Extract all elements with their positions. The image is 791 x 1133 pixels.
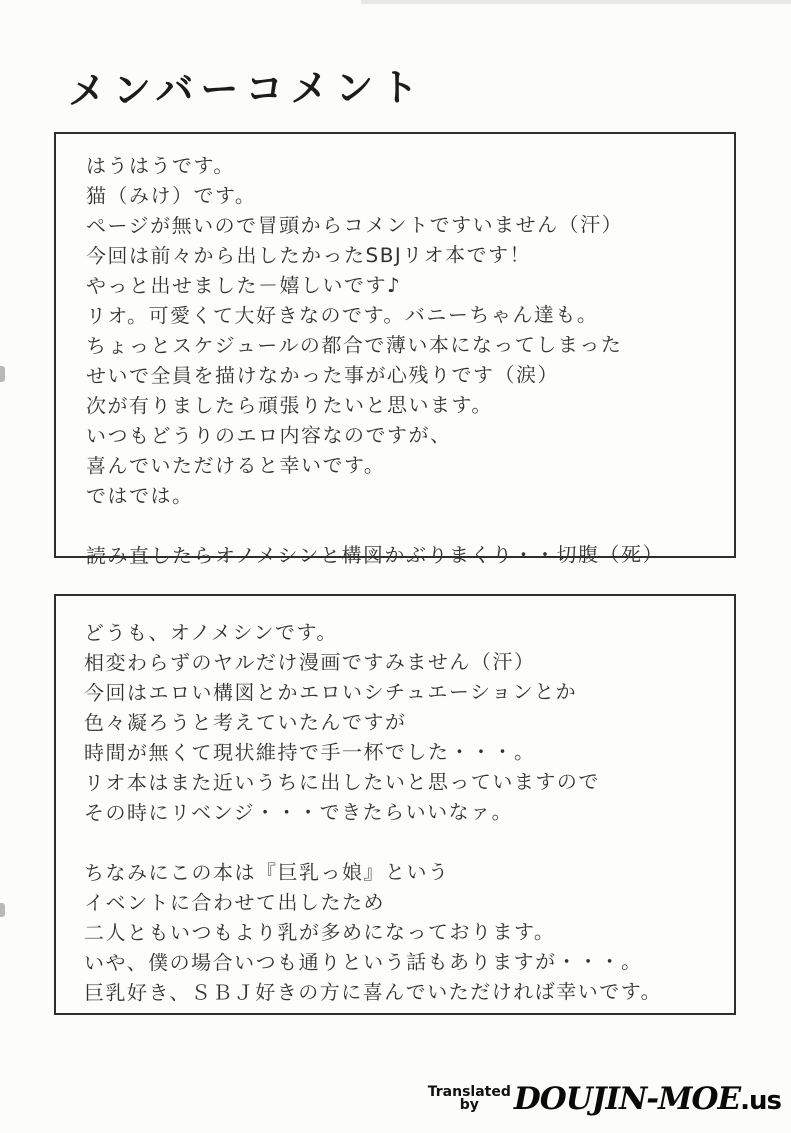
comment-line: ではでは。: [85, 483, 194, 508]
by-word: by: [459, 1097, 479, 1113]
comment-line: いつもどうりのエロ内容なのですが、: [85, 422, 452, 448]
translated-by-label: [428, 1086, 511, 1112]
comment-line: ちなみにこの本は『巨乳っ娘』という: [83, 859, 450, 885]
doujin-moe-logo: [514, 1079, 781, 1121]
comment-line: 読み直したらオノメシンと構図かぶりまくり・・切腹（死）: [85, 542, 665, 568]
comment-line: はうはうです。: [85, 153, 235, 178]
translator-credit: [428, 1079, 781, 1121]
logo-suffix-text: .us: [740, 1086, 781, 1116]
translated-word: Translated: [427, 1084, 511, 1100]
page-title: メンバーコメント: [67, 65, 426, 113]
comment-line: 相変わらずのヤルだけ漫画ですみません（汗）: [83, 649, 536, 675]
comment-line: どうも、オノメシンです。: [83, 620, 338, 645]
comment-line: 時間が無くて現状維持で手一杯でした・・・。: [83, 739, 536, 765]
comment-line: やっと出せました－嬉しいです♪: [85, 273, 402, 298]
comment-line: 猫（みけ）です。: [85, 183, 257, 208]
comment-line: いや、僕の場合いつも通りという話もありますが・・・。: [83, 949, 643, 975]
comment-line: 今回は前々から出したかったSBJリオ本です！: [85, 242, 532, 268]
comment-box-hauhau: [54, 132, 736, 568]
comment-line: リオ。可愛くて大好きなのです。バニーちゃん達も。: [85, 302, 599, 328]
scan-edge-shadow: [361, 0, 791, 4]
comment-line: [84, 826, 722, 858]
comment-line: 巨乳好き、ＳＢＪ好きの方に喜んでいただければ幸いです。: [83, 979, 663, 1005]
scan-artifact: [0, 366, 5, 382]
logo-main-text: DOUJIN-MOE: [513, 1081, 741, 1117]
comment-line: ちょっとスケジュールの都合で薄い本になってしまった: [85, 332, 623, 358]
comment-line: 喜んでいただけると幸いです。: [85, 453, 386, 478]
comment-line: 次が有りましたら頑張りたいと思います。: [85, 392, 493, 418]
comment-line: 色々凝ろうと考えていたんですが: [83, 709, 407, 735]
comment-line: [86, 509, 722, 541]
comment-line: ページが無いので冒頭からコメントですいません（汗）: [85, 212, 624, 238]
comment-line: リオ本はまた近いうちに出したいと思っていますので: [83, 769, 600, 795]
comment-line: せいで全員を描けなかった事が心残りです（涙）: [85, 362, 560, 388]
comment-line: 二人ともいつもより乳が多めになっております。: [83, 919, 556, 945]
comment-line: その時にリベンジ・・・できたらいいなァ。: [83, 799, 514, 825]
comment-line: イベントに合わせて出したため: [83, 890, 386, 915]
scan-artifact: [0, 903, 5, 917]
comment-line: 今回はエロい構図とかエロいシチュエーションとか: [83, 679, 578, 705]
comment-box-onomeshin: [54, 594, 736, 1015]
